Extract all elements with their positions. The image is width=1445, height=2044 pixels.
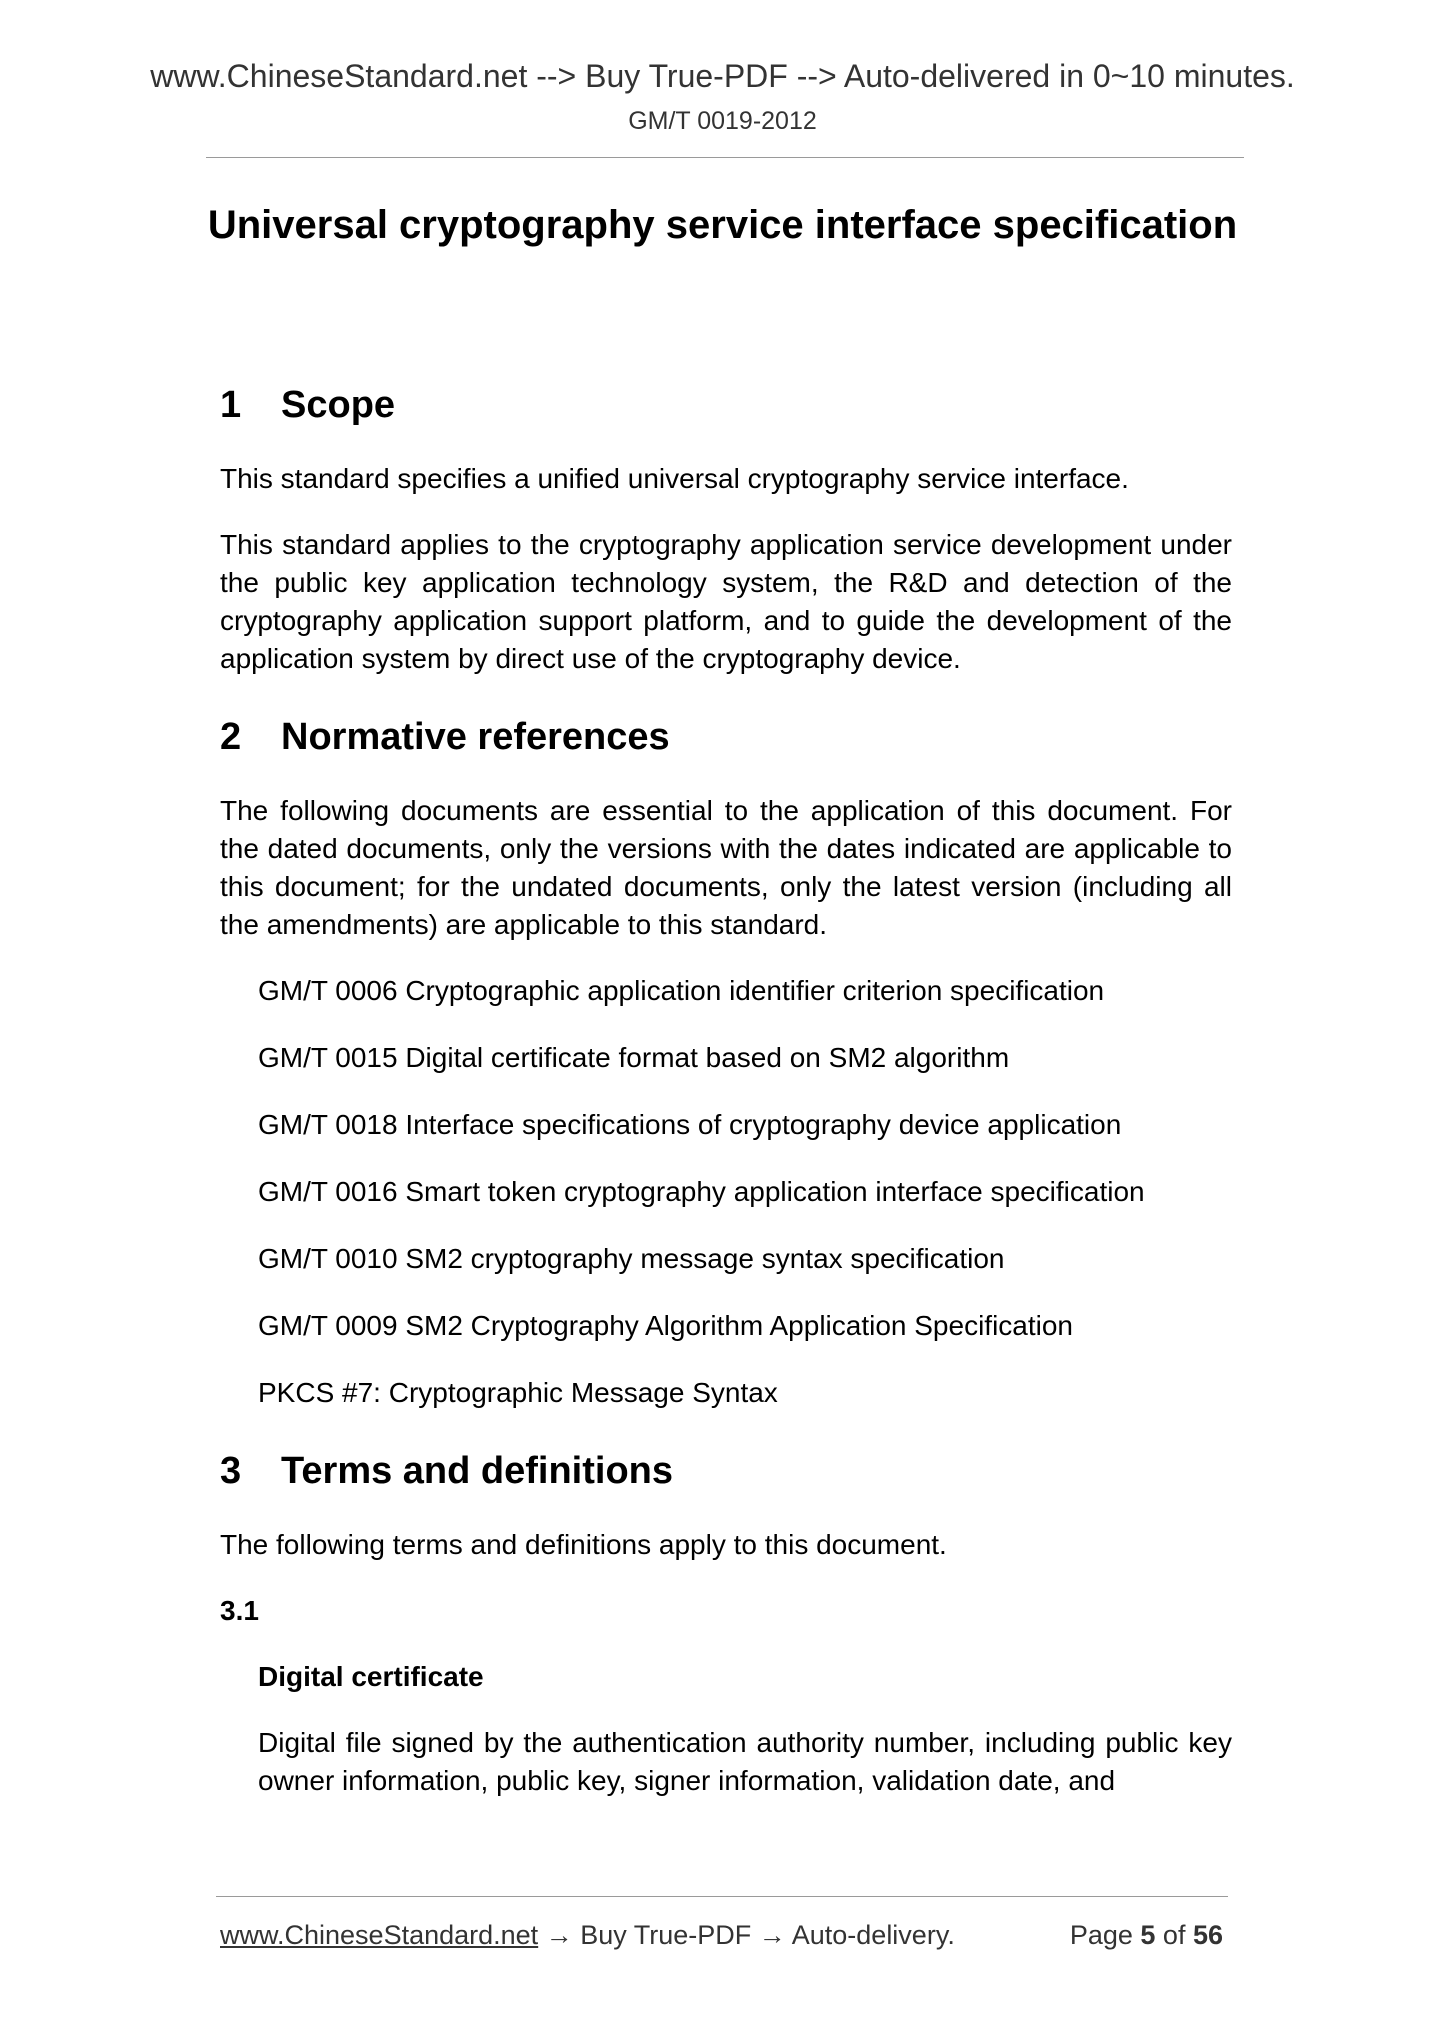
reference-item: PKCS #7: Cryptographic Message Syntax — [258, 1377, 778, 1408]
clause-number: 3.1 — [220, 1595, 259, 1626]
terms-intro-paragraph: The following terms and definitions apply to this document. — [220, 1529, 947, 1560]
header-divider — [206, 157, 1244, 158]
document-title: Universal cryptography service interface specification — [207, 203, 1238, 247]
section-title: Terms and definitions — [281, 1450, 674, 1492]
term-name: Digital certificate — [258, 1661, 484, 1692]
document-body — [220, 380, 1232, 1800]
page-label: Page — [1069, 1920, 1141, 1950]
section-title: Scope — [281, 384, 396, 426]
section-heading-terms-and-definitions — [220, 1446, 1232, 1496]
scope-paragraph: This standard specifies a unified universal cryptography service interface. — [220, 463, 1129, 494]
section-number: 3 — [220, 1450, 242, 1492]
section-title: Normative references — [281, 716, 670, 758]
reference-item: GM/T 0006 Cryptographic application identifier criterion specification — [258, 975, 1105, 1006]
site-banner: www.ChineseStandard.net --> Buy True-PDF --> Auto-delivered in 0~10 minutes. — [150, 58, 1295, 94]
footer-site-link[interactable]: www.ChineseStandard.net — [220, 1920, 539, 1950]
normative-intro-paragraph: The following documents are essential to the application of this document. For the dated documents, only the versions with the dates indicated are applicable to this document; for the undated documents, only the latest version (including all the amendments) are applicable to this standard. — [220, 795, 1232, 940]
section-number: 1 — [220, 384, 242, 426]
scope-paragraph: This standard applies to the cryptography application service development under the public key application technology system, the R&D and detection of the cryptography application support platform, and to guide the development of the application system by direct use of the cryptography device. — [220, 529, 1232, 674]
reference-item: GM/T 0016 Smart token cryptography application interface specification — [258, 1176, 1145, 1207]
footer-promo-text: → Buy True-PDF → Auto-delivery. — [538, 1920, 955, 1950]
footer-divider — [216, 1896, 1228, 1897]
reference-item: GM/T 0010 SM2 cryptography message syntax specification — [258, 1243, 1005, 1274]
page-total: 56 — [1192, 1920, 1223, 1950]
reference-item: GM/T 0015 Digital certificate format based on SM2 algorithm — [258, 1042, 1010, 1073]
page-current: 5 — [1140, 1920, 1156, 1950]
footer-promo — [220, 1918, 955, 1952]
page-of: of — [1155, 1920, 1193, 1950]
term-definition: Digital file signed by the authentication authority number, including public key owner information, public key, signer information, validation date, and — [258, 1727, 1232, 1796]
section-heading-normative-references — [220, 712, 1232, 762]
reference-item: GM/T 0009 SM2 Cryptography Algorithm Application Specification — [258, 1310, 1074, 1341]
section-heading-scope — [220, 380, 1232, 430]
section-number: 2 — [220, 716, 242, 758]
reference-item: GM/T 0018 Interface specifications of cryptography device application — [258, 1109, 1122, 1140]
page-indicator — [1070, 1918, 1223, 1952]
standard-code: GM/T 0019-2012 — [628, 107, 817, 135]
